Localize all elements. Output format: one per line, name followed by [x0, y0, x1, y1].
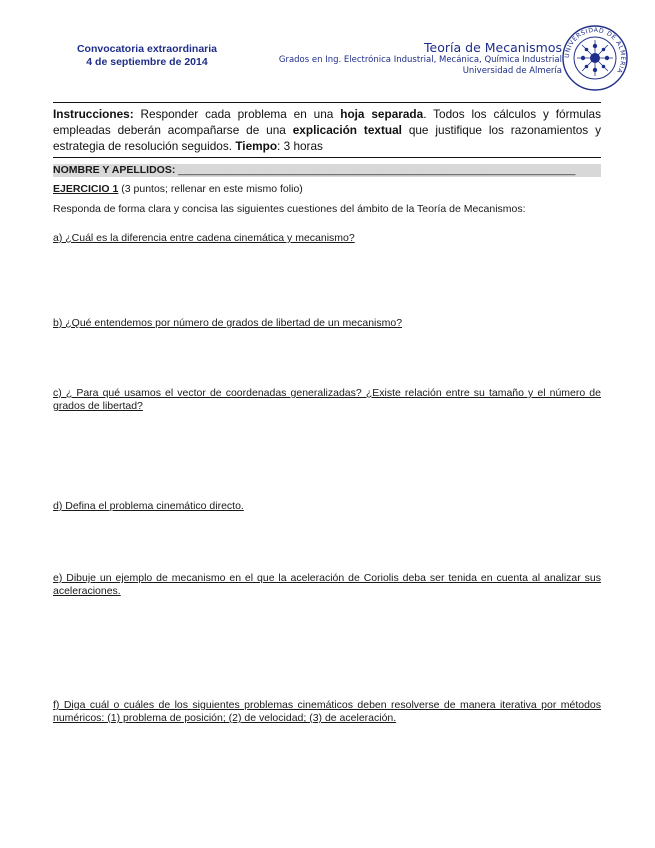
course-header — [232, 40, 562, 77]
exercise-title: EJERCICIO 1 — [53, 183, 119, 195]
exam-session-header — [62, 43, 232, 69]
exercise-intro: Responda de forma clara y concisa las siguientes cuestiones del ámbito de la Teoría de Mecanismos: — [53, 203, 526, 215]
instructions-text-1: Responder cada problema en una — [133, 107, 341, 121]
instructions-block — [53, 106, 601, 154]
exam-date: 4 de septiembre de 2014 — [86, 56, 208, 68]
exercise-heading — [53, 183, 303, 196]
course-title: Teoría de Mecanismos — [424, 40, 562, 55]
university-name: Universidad de Almería — [462, 66, 562, 76]
name-field[interactable] — [53, 164, 601, 177]
seal-text: UNIVERSIDAD DE ALMERIA — [563, 26, 627, 75]
degrees-line: Grados en Ing. Electrónica Industrial, Mecánica, Química Industrial — [278, 55, 562, 65]
question-f: f) Diga cuál o cuáles de los siguientes problemas cinemáticos deben resolverse de manera iterativa por métodos numéricos: (1) problema de posición; (2) de velocidad; (3) de aceleración. — [53, 699, 601, 724]
instructions-text-3: que justifique los razonamientos y estrategia de resolución seguidos. — [53, 123, 601, 153]
instructions-label: Instrucciones: — [53, 107, 134, 121]
name-field-line: ____________________________________________________________________ — [175, 164, 576, 176]
time-label: Tiempo — [235, 139, 278, 153]
top-divider — [53, 102, 601, 103]
question-d: d) Defina el problema cinemático directo. — [53, 500, 244, 512]
instructions-bold-1: hoja separada — [340, 107, 424, 121]
name-field-label: NOMBRE Y APELLIDOS: — [53, 164, 176, 176]
instructions-text-2: . Todos los cálculos y fórmulas empleadas deberán acompañarse de una — [53, 107, 601, 137]
instructions-bold-2: explicación textual — [292, 123, 402, 137]
university-seal-icon — [561, 24, 629, 92]
convocatoria-label: Convocatoria extraordinaria — [76, 43, 218, 55]
question-b: b) ¿Qué entendemos por número de grados de libertad de un mecanismo? — [53, 317, 403, 329]
question-a: a) ¿Cuál es la diferencia entre cadena cinemática y mecanismo? — [53, 232, 355, 244]
exercise-points: (3 puntos; rellenar en este mismo folio) — [118, 183, 303, 195]
time-value: : 3 horas — [277, 139, 323, 153]
question-c: c) ¿ Para qué usamos el vector de coordenadas generalizadas? ¿Existe relación entre su tamaño y el número de grados de libertad? — [53, 387, 601, 412]
question-e: e) Dibuje un ejemplo de mecanismo en el que la aceleración de Coriolis deba ser tenida en cuenta al analizar sus aceleraciones. — [53, 572, 601, 597]
middle-divider — [53, 157, 601, 158]
